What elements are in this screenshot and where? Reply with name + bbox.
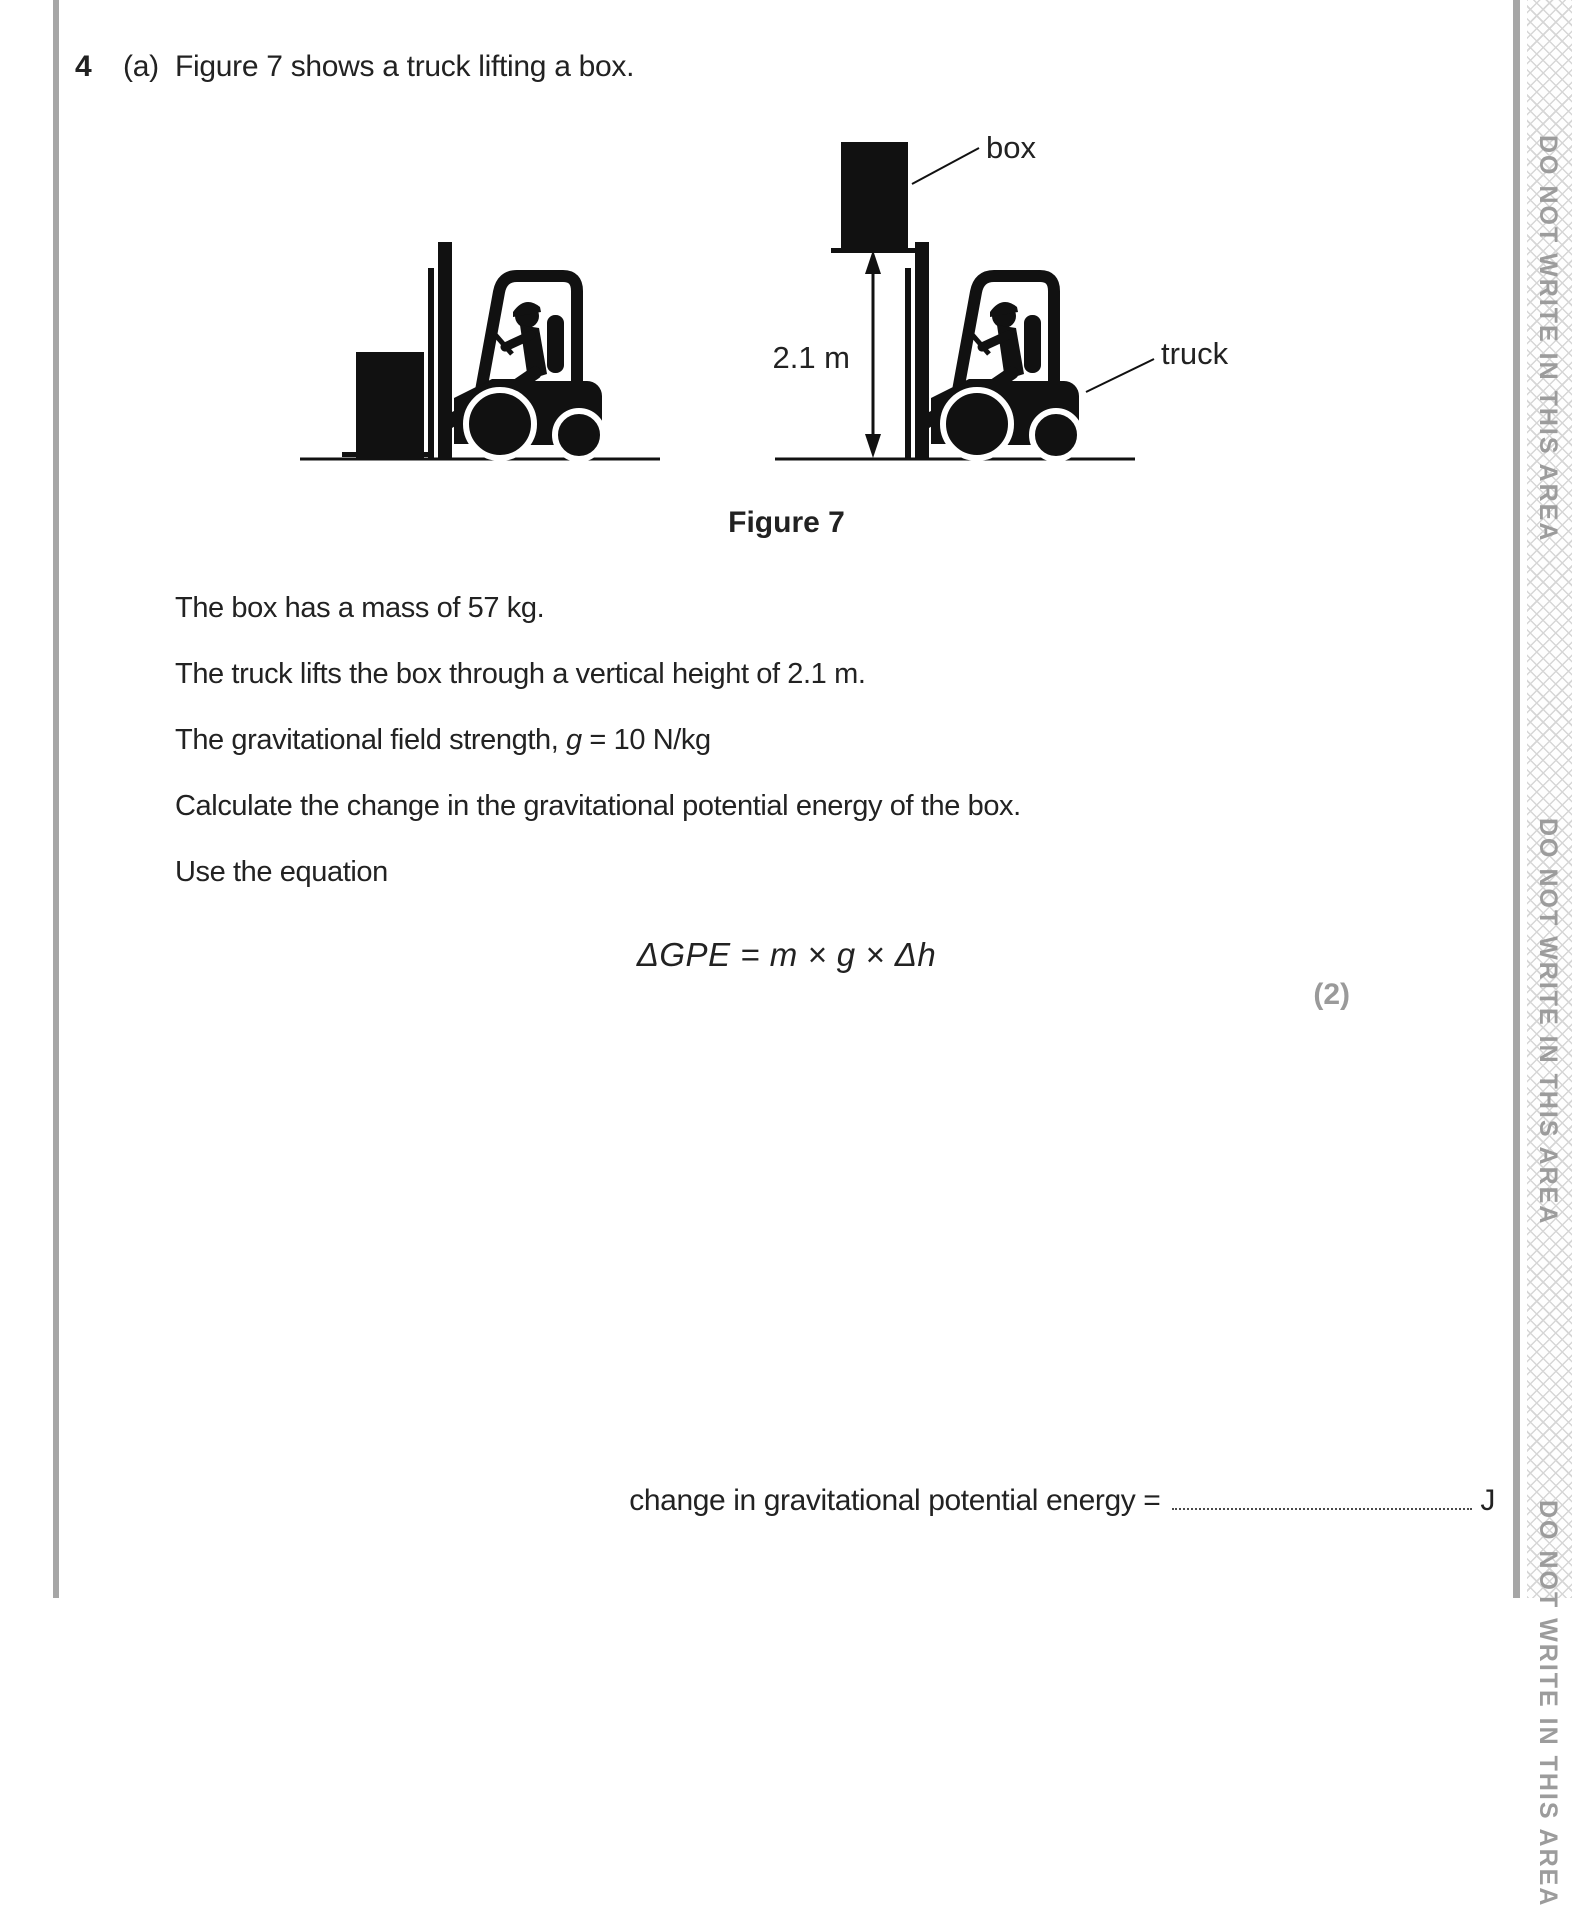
- forklift-right-scene: [772, 130, 1228, 459]
- margin-warning-top: DO NOT WRITE IN THIS AREA: [1534, 135, 1562, 543]
- page-left-border: [53, 0, 59, 1598]
- statement-gravity-prefix: The gravitational field strength,: [175, 724, 567, 756]
- statement-lift: The truck lifts the box through a vertical height of 2.1 m.: [175, 658, 866, 690]
- forklift-left-scene: [300, 242, 660, 459]
- statement-task: Calculate the change in the gravitational potential energy of the box.: [175, 790, 1021, 822]
- answer-field[interactable]: [1172, 1476, 1472, 1510]
- truck-leader-line: [1086, 359, 1154, 392]
- statement-mass: The box has a mass of 57 kg.: [175, 592, 545, 624]
- margin-warning-middle: DO NOT WRITE IN THIS AREA: [1534, 818, 1562, 1226]
- box-label: box: [986, 130, 1036, 165]
- figure7-illustration: [260, 105, 1280, 475]
- question-number: 4: [75, 50, 92, 83]
- height-arrow: [865, 250, 881, 458]
- answer-label: change in gravitational potential energy =: [629, 1484, 1161, 1517]
- page-right-border: [1513, 0, 1520, 1598]
- box-on-ground: [356, 352, 424, 458]
- height-label: 2.1 m: [772, 340, 850, 375]
- marks-badge: (2): [1313, 978, 1350, 1011]
- question-intro: Figure 7 shows a truck lifting a box.: [175, 50, 635, 83]
- forklift-truck-left: [428, 242, 603, 459]
- statement-gravity: [175, 724, 711, 757]
- gravity-symbol: g: [566, 724, 582, 756]
- statement-gravity-suffix: = 10 N/kg: [581, 724, 711, 756]
- equation-intro: Use the equation: [175, 856, 388, 888]
- answer-unit: J: [1480, 1484, 1495, 1517]
- gpe-equation: ΔGPE = m × g × Δh: [636, 936, 937, 973]
- question-part-label: (a): [123, 50, 159, 83]
- margin-warning-bottom: DO NOT WRITE IN THIS AREA: [1534, 1500, 1562, 1907]
- truck-label: truck: [1161, 336, 1229, 371]
- forklift-truck-right: [905, 242, 1080, 459]
- box-lifted: [841, 142, 908, 250]
- answer-line: [629, 1476, 1495, 1518]
- box-leader-line: [912, 148, 979, 184]
- figure-caption: Figure 7: [728, 506, 845, 539]
